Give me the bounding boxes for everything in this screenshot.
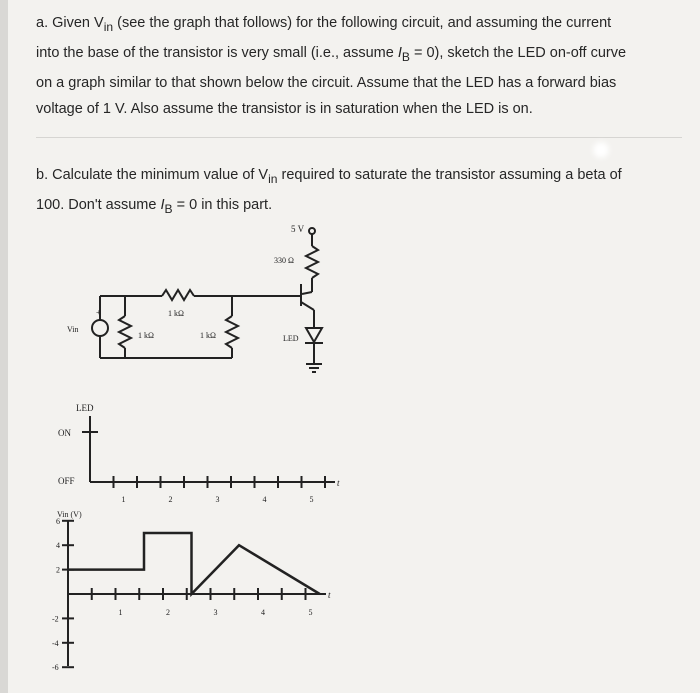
led-graph-tick-label: 4 [262,495,267,504]
vin-source [92,320,108,336]
circuit-diagram [92,228,323,372]
transistor-emitter [301,302,314,310]
led-label: LED [283,334,299,343]
vin-graph-y-tick-label: -4 [52,638,59,648]
vin-graph-x-tick-label: 1 [118,608,123,617]
vin-graph-x-tick-label: 2 [166,608,170,617]
vin-plus-label: + [96,308,101,317]
vin-graph-x-tick-labels [119,608,313,617]
led-graph-tick-labels [122,495,314,504]
collector-resistor [306,246,318,278]
supply-label: 5 V [291,224,305,234]
led-graph-ylabel: LED [76,403,94,413]
question-b: b. Calculate the minimum value of $V_{in}$ required to saturate the transistor assuming a beta of 100. Don't assume $I_B = 0$ in this part. [36,167,622,216]
vin-graph-x-tick-label: 3 [213,608,218,617]
vin-graph-y-tick-label: 6 [56,516,60,526]
collector-resistor-label: 330 Ω [274,256,294,265]
led-graph-tick-label: 3 [215,495,220,504]
vin-source-label: Vin [67,325,79,334]
led-graph-tick-label: 5 [309,495,314,504]
vin-graph-x-tick-label: 5 [308,608,313,617]
supply-terminal [309,228,315,234]
vin-graph-y-tick-label: 4 [56,541,60,551]
transistor-collector [302,292,312,294]
vin-graph-y-tick-label: -2 [52,614,59,624]
led-graph-off-label: OFF [58,476,75,486]
led-graph-on-label: ON [58,428,71,438]
vin-graph [62,520,326,667]
left-resistor-label: 1 kΩ [138,331,154,340]
led-graph-tick-label: 1 [121,495,126,504]
left-resistor [119,316,131,348]
vin-series-line [68,533,320,594]
vin-graph-y-tick-labels [52,517,60,672]
led-symbol [306,328,322,342]
top-resistor [162,290,194,300]
led-graph-tick-label: 2 [168,495,173,504]
right-resistor [226,316,238,348]
vin-graph-t-label: t [328,590,331,600]
led-graph [82,416,335,488]
vin-graph-x-tick-label: 4 [261,608,265,617]
led-graph-t-label: t [337,478,340,488]
vin-graph-y-tick-label: -6 [52,663,59,673]
top-resistor-label: 1 kΩ [168,309,184,318]
vin-graph-y-tick-label: 2 [56,565,60,575]
right-resistor-label: 1 kΩ [200,331,216,340]
question-a: a. Given $V_{in}$ (see the graph that follows) for the following circuit, and assuming the current into the base of the transistor is very small (i.e., assume $I_B = 0$), sketch the LED on-off curve on a graph similar to that shown below the circuit. Assume that the LED has a forward bias voltage of 1 V. Also assume the transistor is in saturation when the LED is on. [36,15,627,117]
vin-graph-ylabel: Vin (V) [57,510,82,519]
